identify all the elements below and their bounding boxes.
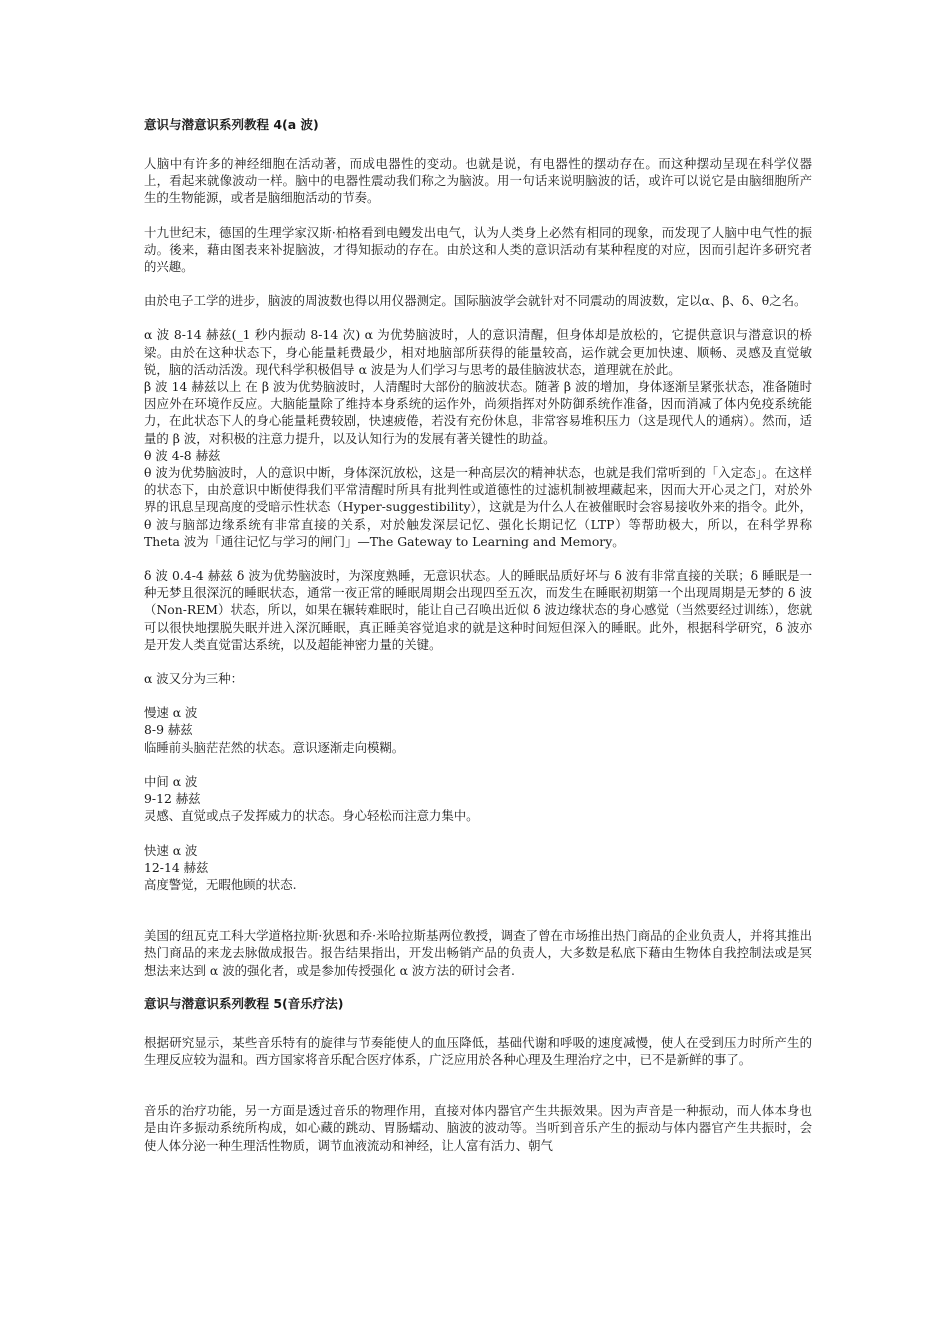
paragraph-brain-electricity: 人脑中有许多的神经细胞在活动著，而成电器性的变动。也就是说，有电器性的摆动存在。而这种摆动呈现在科学仪器上，看起来就像波动一样。脑中的电器性震动我们称之为脑波。用一句话来说明脑波的话，或许可以说它是由脑细胞所产生的生物能源，或者是脑细胞活动的节奏。: [144, 156, 812, 206]
alpha-type-name: 快速 α 波: [144, 842, 198, 858]
blank-line: [144, 910, 812, 927]
alpha-type-fast: [144, 842, 812, 894]
alpha-type-name: 慢速 α 波: [144, 705, 198, 721]
paragraph-beta-wave: β 波 14 赫兹以上 在 β 波为优势脑波时，人清醒时大部份的脑波状态。随著 β 波的增加，身体逐渐呈紧张状态，准备随时因应外在环境作反应。大脑能量除了维持本身系统的运作外，尚须指挥对外防御系统作准备，因而消减了体内免疫系统能力，在此状态下人的身心能量耗费较剧，快速疲倦，若没有充份休息，非常容易堆积压力（这是现代人的通病）。然而，适量的 β 波，对积极的注意力提升，以及认知行为的发展有著关键性的助益。: [144, 379, 812, 446]
paragraph-music-resonance: 音乐的治疗功能，另一方面是透过音乐的物理作用，直接对体内器官产生共振效果。因为声音是一种振动，而人体本身也是由许多振动系统所构成，如心藏的跳动、胃肠蠕动、脑波的波动等。当听到音乐产生的振动与体内器官产生共振时，会使人体分泌一种生理活性物质，调节血液流动和神经，让人富有活力、朝气: [144, 1103, 812, 1153]
alpha-type-description: 临睡前头脑茫茫然的状态。意识逐渐走向模糊。: [144, 739, 405, 755]
alpha-type-description: 灵感、直觉或点子发挥威力的状态。身心轻松而注意力集中。: [144, 808, 479, 824]
section-5-title: 意识与潜意识系列教程 5(音乐疗法): [144, 995, 344, 1011]
paragraph-hans-berger: 十九世纪末，德国的生理学家汉斯·柏格看到电鳗发出电气，认为人类身上必然有相同的现象，而发现了人脑中电气性的振动。後来，藉由图表来补捉脑波，才得知振动的存在。由於这和人类的意识活动有某种程度的对应，因而引起许多研究者的兴趣。: [144, 224, 812, 275]
paragraph-eeg-measurement: 由於电子工学的进步，脑波的周波数也得以用仪器测定。国际脑波学会就针对不同震动的周波数，定以α、β、δ、θ之名。: [144, 293, 807, 309]
alpha-type-description: 高度警觉，无暇他顾的状态.: [144, 876, 297, 892]
paragraph-newark-research: 美国的纽瓦克工科大学道格拉斯·狄恩和乔·米哈拉斯基两位教授，调查了曾在市场推出热门商品的企业负责人，并将其推出热门商品的来龙去脉做成报告。报告结果指出，开发出畅销产品的负责人，大多数是私底下藉由生物体自我控制法或是冥想法来达到 α 波的强化者，或是参加传授强化 α 波方法的研讨会者.: [144, 928, 812, 978]
alpha-type-frequency: 12-14 赫兹: [144, 859, 209, 875]
alpha-type-frequency: 8-9 赫兹: [144, 722, 193, 738]
alpha-type-slow: [144, 704, 812, 756]
paragraph-theta-wave: θ 波为优势脑波时，人的意识中断，身体深沉放松，这是一种高层次的精神状态，也就是我们常听到的「入定态」。在这样的状态下，由於意识中断使得我们平常清醒时所具有批判性或道德性的过滤机制被埋藏起来，因而大开心灵之门，对於外界的讯息呈现高度的受暗示性状态（Hyper-suggestibility），这就是为什么人在被催眠时会容易接收外来的指令。此外，θ 波与脑部边缘系统有非常直接的关系，对於触发深层记忆、强化长期记忆（LTP）等帮助极大，所以，在科学界称 Theta 波为「通往记忆与学习的闸门」—The Gateway to Learning and Memory。: [144, 465, 812, 549]
document-page: [144, 117, 812, 1171]
section-4-title: 意识与潜意识系列教程 4(a 波): [144, 117, 319, 132]
alpha-type-name: 中间 α 波: [144, 773, 198, 789]
theta-wave-heading: θ 波 4-8 赫兹: [144, 447, 221, 463]
alpha-type-frequency: 9-12 赫兹: [144, 791, 201, 807]
paragraph-alpha-wave: α 波 8-14 赫兹(_1 秒内振动 8-14 次) α 为优势脑波时，人的意识清醒，但身体却是放松的，它提供意识与潜意识的桥梁。由於在这种状态下，身心能量耗费最少，相对地脑部所获得的能量较高，运作就会更加快速、顺畅、灵感及直觉敏锐，脑的活动活泼。现代科学积极倡导 α 波是为人们学习与思考的最佳脑波状态，道理就在於此。: [144, 327, 812, 377]
paragraph-delta-wave: δ 波 0.4-4 赫兹 δ 波为优势脑波时，为深度熟睡，无意识状态。人的睡眠品质好坏与 δ 波有非常直接的关联；δ 睡眠是一种无梦且很深沉的睡眠状态，通常一夜正常的睡眠周期会出现四至五次，而发生在睡眠初期第一个出现周期是无梦的 δ 波（Non-REM）状态，所以，如果在辗转难眠时，能让自己召唤出近似 δ 波边缘状态的身心感觉（当然要经过训练），您就可以很快地摆脱失眠并进入深沉睡眠，真正睡美容觉追求的就是这种时间短但深入的睡眠。此外，根据科学研究，δ 波亦是开发人类直觉雷达系统，以及超能神密力量的关键。: [144, 568, 812, 652]
paragraph-music-research: 根据研究显示，某些音乐特有的旋律与节奏能使人的血压降低，基础代谢和呼吸的速度减慢，使人在受到压力时所产生的生理反应较为温和。西方国家将音乐配合医疗体系，广泛应用於各种心理及生理治疗之中，已不是新鲜的事了。: [144, 1034, 812, 1067]
alpha-type-middle: [144, 773, 812, 825]
alpha-types-intro: α 波又分为三种：: [144, 671, 244, 687]
blank-line: [144, 1085, 812, 1102]
